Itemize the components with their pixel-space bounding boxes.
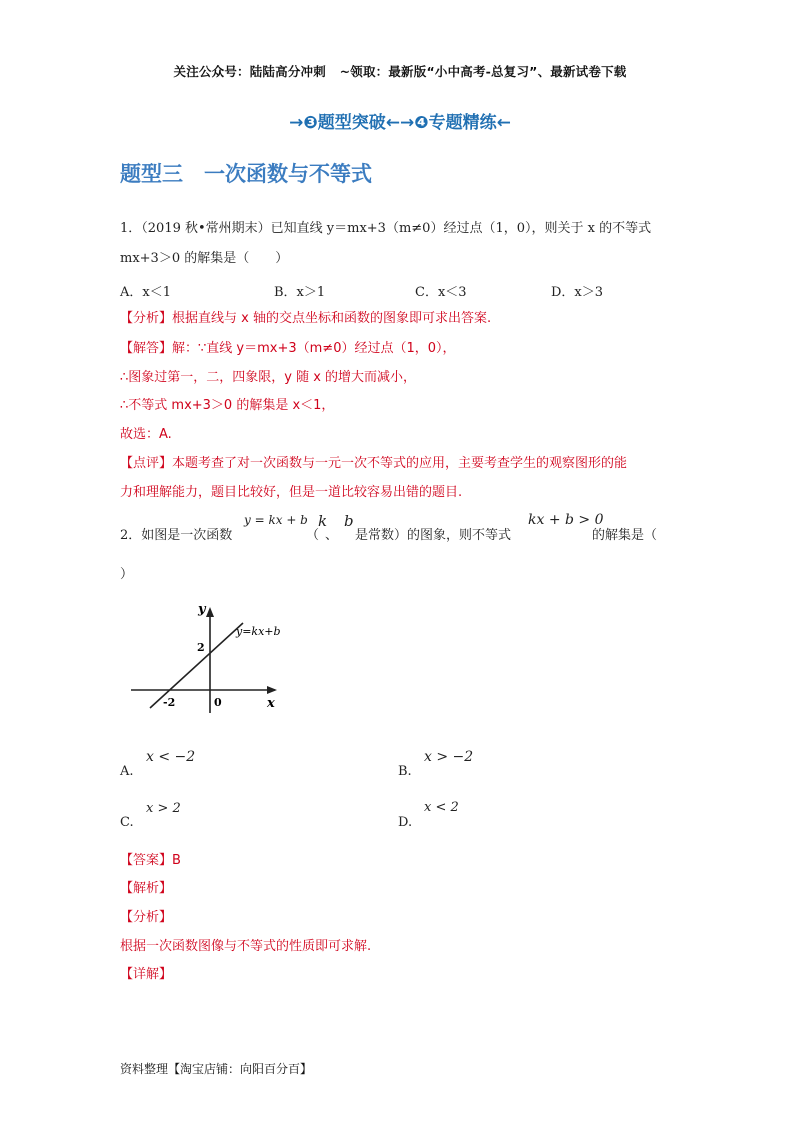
q1-option-b: B．x＞1 [274,285,326,300]
q2-option-b-expr: x > −2 [424,749,474,765]
q2-prefix: 2．如图是一次函数 [120,528,233,543]
origin-label: 0 [214,696,222,709]
q1-analysis-tag: 【分析】 [120,311,173,326]
q2-paren-open: （ [306,528,320,543]
q1-choice: 故选：A. [120,427,172,442]
q2-k: k [318,512,328,530]
q2-analysis-tag: 【分析】 [120,910,173,925]
q2-option-c-expr: x > 2 [146,801,181,816]
x-axis-arrow [267,686,277,694]
q2-answer-tag: 【答案】 [120,853,173,868]
page-footer: 资料整理【淘宝店铺：向阳百分百】 [120,1062,313,1076]
q1-option-a: A．x＜1 [120,285,171,300]
x-axis-label: x [267,696,275,711]
q2-ineq: kx + b > 0 [528,512,604,528]
q2-func: y = kx + b [244,513,308,527]
q1-comment1 [120,455,627,473]
q2-option-d-expr: x < 2 [424,800,459,815]
q2-detail-tag: 【详解】 [120,967,173,982]
line-label: y=kx+b [236,625,281,638]
q2-analysis-text: 根据一次函数图像与不等式的性质即可求解. [120,939,372,954]
x-intercept-label: -2 [163,696,176,709]
q2-answer-value: B [172,853,181,868]
q1-analysis-text: 根据直线与 x 轴的交点坐标和函数的图象即可求出答案. [172,311,492,326]
q1-comment2: 力和理解能力，题目比较好，但是一道比较容易出错的题目. [120,485,463,500]
q1-comment-tag: 【点评】 [120,456,173,471]
q2-sep: 、 [325,528,339,543]
q1-option-c: C．x＜3 [415,285,467,300]
q1-solution-text: 解：∵直线 y＝mx+3（m≠0）经过点（1，0）， [172,341,456,356]
q2-answer [120,852,181,870]
q2-graph [125,595,325,715]
q1-solution-tag: 【解答】 [120,341,173,356]
q1-comment-text: 本题考查了对一次函数与一元一次不等式的应用，主要考查学生的观察图形的能 [172,456,628,471]
header-left: 关注公众号：陆陆高分冲刺 [173,64,326,79]
y-axis-arrow [206,607,214,617]
q2-option-c-letter: C. [120,815,134,830]
section-title: 题型三 一次函数与不等式 [120,162,372,186]
q2-option-a-letter: A. [120,764,134,779]
q2-option-a-expr: x < −2 [146,749,196,765]
q1-step2: ∴不等式 mx+3＞0 的解集是 x＜1， [120,398,335,413]
q1-solution [120,340,456,358]
q2-b: b [344,512,354,530]
q1-line1: 1．（2019 秋•常州期末）已知直线 y＝mx+3（m≠0）经过点（1，0），则关于 x 的不等式 [120,221,652,236]
header-right: ~领取：最新版“小中高考-总复习”、最新试卷下载 [339,64,627,79]
q2-constants: 是常数）的图象，则不等式 [355,528,512,543]
q2-close: ） [120,567,134,582]
page-header [0,62,800,80]
section-banner: →❸题型突破←→❹专题精练← [289,113,511,133]
q2-option-b-letter: B. [398,764,412,779]
q1-step1: ∴图象过第一，二，四象限，y 随 x 的增大而减小， [120,370,417,385]
q2-explain-tag: 【解析】 [120,881,173,896]
q1-option-d: D．x＞3 [551,285,604,300]
q1-analysis [120,310,491,328]
q2-option-d-letter: D. [398,815,413,830]
q2-suffix: 的解集是（ [592,528,658,543]
q1-line2: mx+3＞0 的解集是（ ） [120,251,289,266]
y-intercept-label: 2 [197,641,205,654]
y-axis-label: y [198,602,206,617]
